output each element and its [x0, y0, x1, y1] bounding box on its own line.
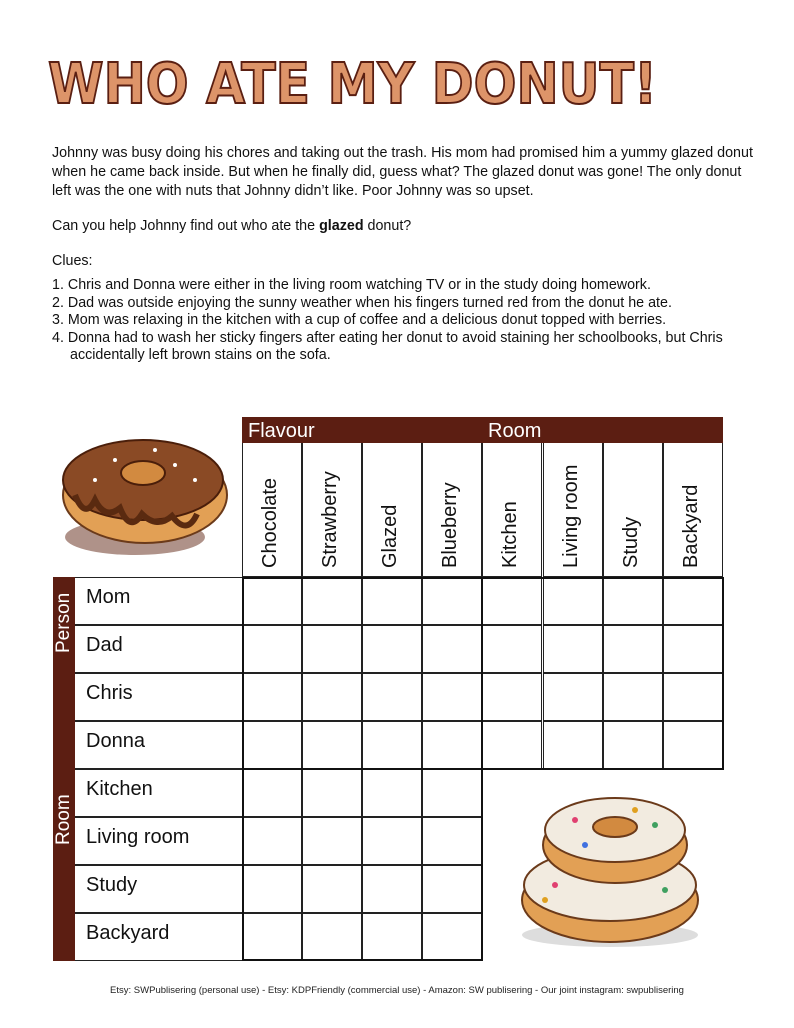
grid-cell[interactable] — [482, 625, 542, 673]
clues-list — [52, 277, 758, 365]
grid-cell[interactable] — [242, 913, 302, 961]
grid-cell[interactable] — [663, 673, 723, 721]
grid-cell[interactable] — [302, 577, 362, 625]
flavour-group-header: Flavour — [242, 417, 482, 443]
room-side-label: Room — [53, 794, 74, 845]
grid-cell[interactable] — [663, 625, 723, 673]
grid-cell[interactable] — [302, 673, 362, 721]
grid-cell[interactable] — [663, 721, 723, 769]
grid-cell[interactable] — [422, 673, 482, 721]
page-title: WHO ATE MY DONUT! — [48, 52, 657, 117]
row-label: Dad — [75, 625, 243, 673]
grid-cell[interactable] — [242, 865, 302, 913]
row-label: Donna — [75, 721, 243, 769]
row-label: Chris — [75, 673, 243, 721]
grid-cell[interactable] — [543, 673, 603, 721]
grid-cell[interactable] — [422, 865, 482, 913]
grid-cell[interactable] — [362, 673, 422, 721]
grid-cell[interactable] — [482, 721, 542, 769]
grid-cell[interactable] — [663, 577, 723, 625]
grid-cell[interactable] — [422, 721, 482, 769]
grid-cell[interactable] — [603, 721, 663, 769]
column-label: Study — [619, 516, 642, 568]
grid-cell[interactable] — [242, 577, 302, 625]
grid-cell[interactable] — [482, 577, 542, 625]
grid-cell[interactable] — [242, 673, 302, 721]
row-label: Study — [75, 865, 243, 913]
instructions — [52, 144, 758, 365]
column-label: Backyard — [679, 484, 702, 568]
column-header — [482, 443, 542, 577]
column-header — [422, 443, 482, 577]
question-before: Can you help Johnny find out who ate the — [52, 218, 320, 234]
column-header — [302, 443, 362, 577]
grid-cell[interactable] — [422, 817, 482, 865]
grid-cell[interactable] — [543, 577, 603, 625]
grid-cell[interactable] — [362, 817, 422, 865]
grid-cell[interactable] — [362, 577, 422, 625]
column-label: Chocolate — [259, 477, 281, 568]
clue: 1. Chris and Donna were either in the living room watching TV or in the study doing homework. — [52, 277, 651, 293]
column-header — [242, 443, 302, 577]
grid-cell[interactable] — [362, 913, 422, 961]
clue: 2. Dad was outside enjoying the sunny weather when his fingers turned red from the donut he ate. — [52, 294, 672, 311]
footer-credits: Etsy: SWPublisering (personal use) - Etsy: KDPFriendly (commercial use) - Amazon: SW publisering - Our joint instagram: swpublisering — [110, 985, 684, 996]
question-text — [52, 217, 758, 236]
clues-label: Clues: — [52, 253, 93, 269]
grid-cell[interactable] — [242, 769, 302, 817]
grid-cell[interactable] — [482, 673, 542, 721]
clue: 3. Mom was relaxing in the kitchen with a cup of coffee and a delicious donut topped with berries. — [52, 312, 667, 328]
chocolate-donut-image — [55, 425, 230, 560]
column-header — [663, 443, 723, 577]
row-label: Kitchen — [75, 769, 243, 817]
grid-cell[interactable] — [362, 865, 422, 913]
intro-text: Johnny was busy doing his chores and taking out the trash. His mom had promised him a yummy glazed donut when he came back inside. But when he finally did, guess what? The glazed donut was gone! The only donut left was the one with nuts that Johnny didn’t like. Poor Johnny was so upset. — [52, 145, 753, 199]
grid-cell[interactable] — [422, 913, 482, 961]
grid-cell[interactable] — [422, 769, 482, 817]
column-header — [362, 443, 422, 577]
column-label: Living room — [559, 464, 582, 568]
grid-cell[interactable] — [302, 769, 362, 817]
grid-cell[interactable] — [603, 577, 663, 625]
grid-cell[interactable] — [362, 769, 422, 817]
grid-cell[interactable] — [302, 625, 362, 673]
person-side-header — [53, 577, 75, 769]
room-group-header: Room — [482, 417, 723, 443]
question-bold: glazed — [319, 218, 364, 234]
column-label: Strawberry — [319, 471, 342, 568]
grid-cell[interactable] — [242, 721, 302, 769]
grid-cell[interactable] — [302, 817, 362, 865]
column-label: Kitchen — [499, 501, 522, 568]
row-label: Living room — [75, 817, 243, 865]
column-header — [603, 443, 663, 577]
column-label: Glazed — [379, 504, 402, 568]
question-after: donut? — [363, 218, 412, 234]
sprinkle-donuts-image — [515, 785, 705, 950]
grid-cell[interactable] — [242, 625, 302, 673]
grid-cell[interactable] — [422, 577, 482, 625]
room-side-header — [53, 769, 75, 961]
grid-cell[interactable] — [543, 625, 603, 673]
column-header — [543, 443, 603, 577]
clue: 4. Donna had to wash her sticky fingers after eating her donut to avoid staining her schoolbooks, but Chris accidentally left brown stains on the sofa. — [52, 329, 723, 363]
grid-cell[interactable] — [302, 865, 362, 913]
grid-cell[interactable] — [422, 625, 482, 673]
column-label: Blueberry — [439, 482, 462, 568]
grid-cell[interactable] — [242, 817, 302, 865]
row-label: Backyard — [75, 913, 243, 961]
row-label: Mom — [75, 577, 243, 625]
grid-cell[interactable] — [603, 673, 663, 721]
person-label: Person — [53, 592, 74, 653]
grid-cell[interactable] — [362, 721, 422, 769]
grid-cell[interactable] — [302, 721, 362, 769]
grid-cell[interactable] — [362, 625, 422, 673]
grid-cell[interactable] — [302, 913, 362, 961]
grid-cell[interactable] — [543, 721, 603, 769]
grid-cell[interactable] — [603, 625, 663, 673]
